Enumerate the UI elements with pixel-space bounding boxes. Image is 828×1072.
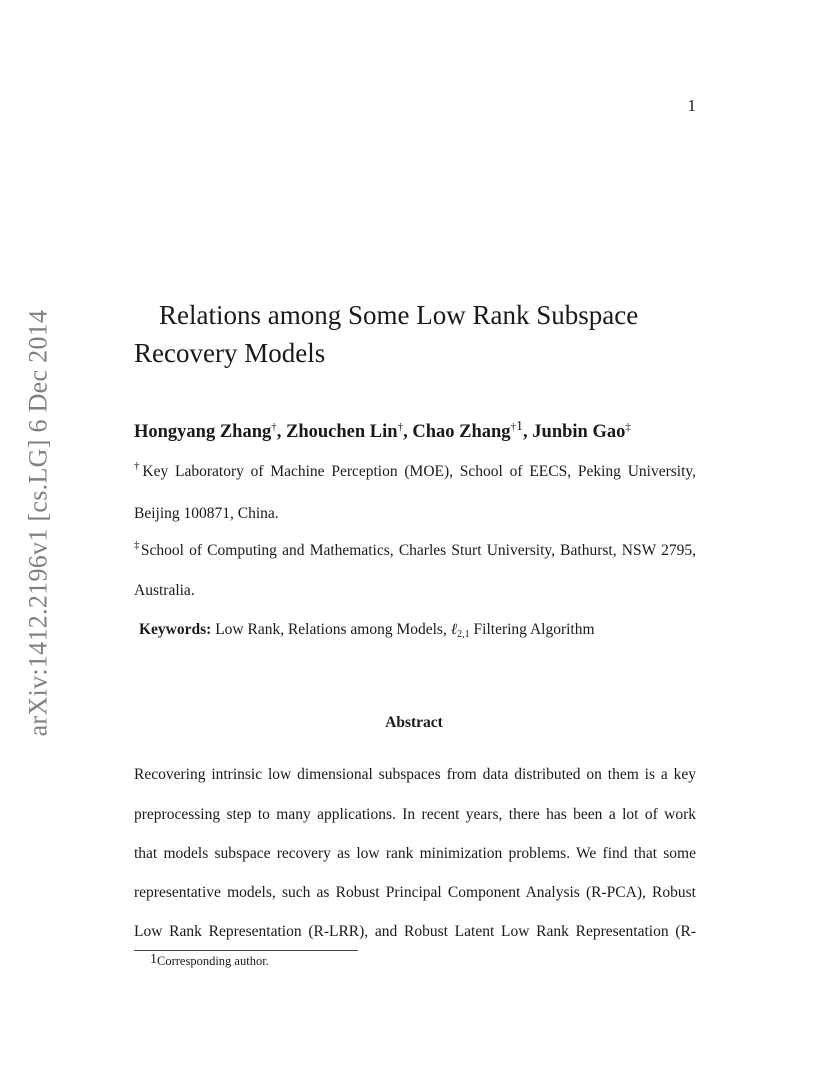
affiliation-2-line-1	[134, 539, 697, 560]
abstract-line: representative models, such as Robust Principal Component Analysis (R-PCA), Robust	[134, 884, 696, 901]
arxiv-identifier-text: arXiv:1412.2196v1 [cs.LG] 6 Dec 2014	[23, 309, 52, 737]
affiliation-1-line-1	[134, 460, 697, 481]
page-number: 1	[687, 96, 696, 115]
author-list	[134, 419, 631, 443]
footnote-mark: 1	[516, 419, 524, 434]
author-name: Hongyang Zhang	[134, 422, 272, 442]
l21-norm-symbol	[451, 621, 470, 638]
keywords-label: Keywords:	[139, 621, 212, 638]
author-separator: ,	[403, 422, 413, 442]
footnote-mark: 1	[150, 952, 157, 967]
arxiv-identifier-stamp	[20, 298, 56, 748]
affiliation-1-line-2: Beijing 100871, China.	[134, 505, 279, 522]
author-name: Junbin Gao	[532, 422, 626, 442]
keywords-text: Low Rank, Relations among Models,	[215, 621, 447, 638]
footnote	[150, 954, 269, 969]
abstract-heading: Abstract	[385, 714, 443, 731]
affiliation-mark: ‡	[134, 539, 141, 551]
abstract-line: preprocessing step to many applications. In recent years, there has been a lot of work	[134, 806, 696, 823]
affiliation-text: Key Laboratory of Machine Perception (MOE), School of EECS, Peking University,	[142, 463, 697, 480]
paper-title: Relations among Some Low Rank Subspace Recovery Models	[134, 300, 639, 368]
affiliation-2-line-2: Australia.	[134, 582, 195, 599]
author-name: Chao Zhang	[412, 422, 511, 442]
ell-symbol: ℓ	[450, 621, 458, 638]
norm-subscript: 2,1	[457, 629, 470, 640]
footnote-rule	[134, 950, 358, 951]
affiliation-text: School of Computing and Mathematics, Charles Sturt University, Bathurst, NSW 2795,	[140, 542, 697, 559]
abstract-line: that models subspace recovery as low rank minimization problems. We find that some	[134, 845, 696, 862]
author-separator: ,	[523, 422, 533, 442]
affiliation-mark: †	[397, 421, 404, 433]
keywords-line	[139, 621, 595, 639]
abstract-line: Low Rank Representation (R-LRR), and Robust Latent Low Rank Representation (R-	[134, 923, 696, 940]
keywords-text-end: Filtering Algorithm	[473, 621, 595, 638]
affiliation-mark: †	[271, 421, 277, 433]
author-name: Zhouchen Lin	[286, 422, 398, 442]
affiliation-mark: †	[510, 421, 517, 433]
affiliation-mark: †	[134, 460, 143, 472]
abstract-line: Recovering intrinsic low dimensional subspaces from data distributed on them is a key	[134, 766, 696, 783]
footnote-text: Corresponding author.	[157, 954, 269, 968]
author-separator: ,	[276, 422, 287, 442]
affiliation-mark: ‡	[625, 421, 631, 433]
